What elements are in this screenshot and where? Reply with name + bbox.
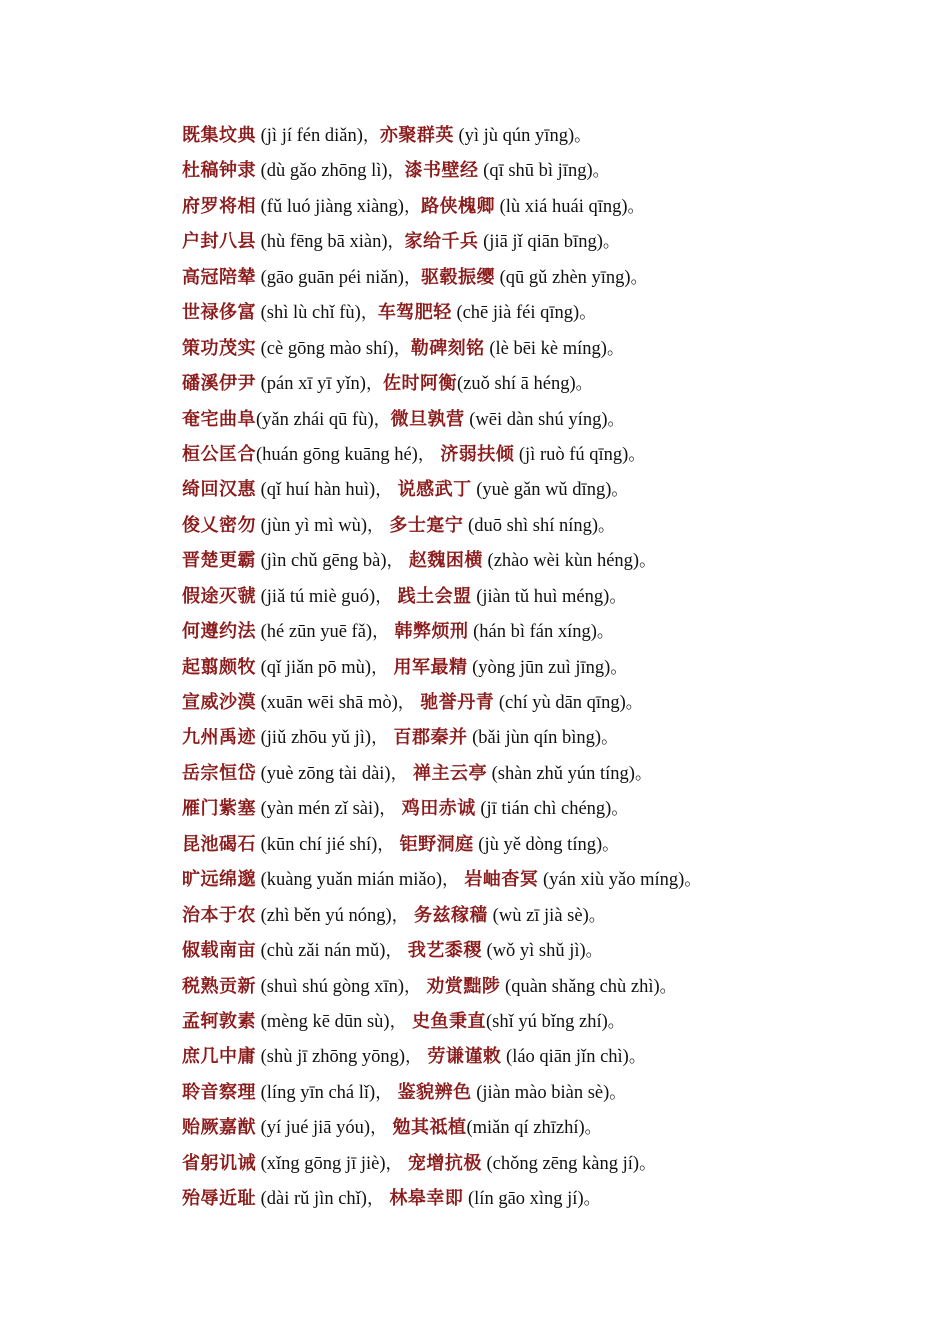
pinyin-b: (lè bēi kè míng) — [484, 338, 607, 359]
pinyin-b: (láo qiān jǐn chì) — [501, 1047, 629, 1068]
verse-line — [182, 331, 902, 366]
comma-separator: ， — [379, 799, 402, 820]
verse-line — [182, 1075, 902, 1110]
period-mark: 。 — [598, 515, 616, 536]
pinyin-a: (shuì shú gòng xīn) — [256, 976, 404, 997]
verse-line — [182, 685, 902, 720]
verse-phrase-a: 绮回汉惠 — [182, 479, 256, 501]
verse-phrase-b: 车驾肥轻 — [377, 302, 452, 324]
verse-line — [182, 472, 902, 507]
verse-line — [182, 260, 902, 295]
pinyin-b: (yuè gǎn wǔ dīng) — [471, 480, 612, 501]
comma-separator: ， — [373, 409, 391, 430]
comma-separator: ， — [389, 1011, 412, 1032]
verse-line — [182, 508, 902, 543]
verse-phrase-a: 税熟贡新 — [182, 975, 256, 997]
verse-phrase-a: 贻厥嘉猷 — [182, 1117, 256, 1139]
verse-phrase-a: 雁门紫塞 — [182, 798, 256, 820]
verse-line — [182, 898, 902, 933]
verse-phrase-a: 既集坟典 — [182, 125, 256, 146]
period-mark: 。 — [684, 870, 702, 891]
verse-phrase-a: 殆辱近耻 — [182, 1188, 256, 1210]
period-mark: 。 — [596, 622, 614, 643]
comma-separator: ， — [405, 1047, 428, 1068]
verse-phrase-a: 奄宅曲阜 — [182, 408, 256, 430]
verse-phrase-b: 说感武丁 — [397, 479, 472, 501]
verse-phrase-b: 禅主云亭 — [413, 762, 487, 784]
verse-phrase-a: 何遵约法 — [182, 621, 256, 643]
comma-separator: ， — [371, 657, 394, 678]
comma-separator: ， — [403, 196, 421, 217]
comma-separator: ， — [385, 941, 408, 962]
pinyin-b: (wǒ yì shǔ jì) — [481, 941, 586, 962]
period-mark: 。 — [659, 976, 677, 997]
pinyin-a: (hù fēng bā xiàn) — [256, 232, 388, 253]
pinyin-a: (xǐng gōng jī jiè) — [256, 1153, 386, 1174]
verse-line — [182, 295, 902, 330]
verse-line — [182, 862, 902, 897]
verse-phrase-a: 昆池碣石 — [182, 833, 256, 855]
verse-line — [182, 1110, 902, 1145]
pinyin-b: (zuǒ shí ā héng) — [456, 374, 576, 395]
verse-line — [182, 579, 902, 614]
verse-phrase-b: 践土会盟 — [397, 585, 472, 607]
verse-phrase-b: 用军最精 — [393, 656, 468, 678]
verse-line — [182, 1146, 902, 1181]
comma-separator: ， — [362, 126, 380, 146]
verse-phrase-b: 路侠槐卿 — [420, 195, 495, 217]
verse-phrase-b: 宠增抗极 — [407, 1152, 482, 1174]
period-mark: 。 — [588, 905, 606, 926]
verse-line — [182, 1181, 902, 1216]
comma-separator: ， — [371, 728, 394, 749]
comma-separator: ， — [417, 444, 441, 465]
verse-line — [182, 827, 902, 862]
verse-phrase-b: 林皋幸即 — [389, 1188, 464, 1210]
verse-phrase-a: 聆音察理 — [182, 1081, 256, 1103]
comma-separator: ， — [370, 1118, 393, 1139]
verse-phrase-b: 百郡秦并 — [393, 727, 468, 749]
period-mark: 。 — [602, 834, 620, 855]
pinyin-b: (shàn zhǔ yún tíng) — [487, 763, 635, 784]
period-mark: 。 — [583, 1189, 601, 1210]
pinyin-a: (jiǎ tú miè guó) — [256, 586, 376, 607]
comma-separator: ， — [404, 976, 427, 997]
verse-phrase-b: 史鱼秉直 — [412, 1010, 486, 1032]
period-mark: 。 — [627, 196, 645, 217]
verse-phrase-a: 策功茂实 — [182, 337, 256, 359]
period-mark: 。 — [592, 161, 610, 182]
verse-phrase-a: 假途灭虢 — [182, 585, 256, 607]
period-mark: 。 — [609, 1082, 627, 1103]
pinyin-b: (chí yù dān qīng) — [494, 693, 626, 713]
pinyin-b: (miǎn qí zhīzhí) — [466, 1118, 585, 1139]
period-mark: 。 — [610, 657, 628, 678]
verse-line — [182, 1004, 902, 1039]
pinyin-b: (chē jià féi qīng) — [451, 303, 580, 324]
verse-phrase-b: 佐时阿衡 — [382, 373, 457, 395]
verse-phrase-b: 勒碑刻铭 — [410, 337, 485, 359]
pinyin-b: (jù yě dòng tíng) — [473, 834, 603, 855]
verse-phrase-b: 家给千兵 — [404, 231, 479, 253]
verse-phrase-b: 我艺黍稷 — [407, 940, 482, 962]
pinyin-b: (hán bì fán xíng) — [468, 622, 597, 643]
pinyin-b: (shǐ yú bǐng zhí) — [486, 1011, 608, 1032]
verse-line — [182, 614, 902, 649]
period-mark: 。 — [574, 126, 592, 146]
pinyin-b: (yì jù qún yīng) — [453, 126, 575, 146]
pinyin-a: (yí jué jiā yóu) — [256, 1118, 371, 1139]
verse-phrase-b: 亦聚群英 — [379, 125, 454, 146]
pinyin-a: (qǐ jiǎn pō mù) — [256, 657, 372, 678]
comma-separator: ， — [360, 303, 378, 324]
pinyin-b: (yòng jūn zuì jīng) — [467, 657, 611, 678]
pinyin-a: (fǔ luó jiàng xiàng) — [256, 196, 404, 217]
pinyin-a: (gāo guān péi niǎn) — [256, 267, 404, 288]
period-mark: 。 — [611, 480, 629, 501]
pinyin-b: (bǎi jùn qín bìng) — [467, 728, 602, 749]
verse-phrase-b: 务兹稼穑 — [414, 904, 489, 926]
comma-separator: ， — [387, 161, 405, 182]
pinyin-a: (jùn yì mì wù) — [256, 515, 367, 536]
period-mark: 。 — [602, 232, 620, 253]
verse-phrase-a: 庶几中庸 — [182, 1046, 256, 1068]
pinyin-b: (qū gǔ zhèn yīng) — [494, 267, 631, 288]
verse-phrase-a: 户封八县 — [182, 231, 256, 253]
comma-separator: ， — [367, 515, 390, 536]
comma-separator: ， — [375, 586, 398, 607]
pinyin-a: (qǐ huí hàn huì) — [256, 480, 376, 501]
document-page — [182, 118, 902, 1217]
pinyin-b: (jiàn mào biàn sè) — [471, 1082, 610, 1103]
comma-separator: ， — [393, 338, 411, 359]
verse-phrase-b: 多士寔宁 — [389, 514, 464, 536]
period-mark: 。 — [606, 338, 624, 359]
verse-phrase-b: 鸡田赤诚 — [401, 798, 476, 820]
verse-line — [182, 437, 902, 472]
period-mark: 。 — [609, 586, 627, 607]
verse-phrase-a: 杜稿钟隶 — [182, 160, 256, 182]
pinyin-a: (dài rǔ jìn chǐ) — [256, 1189, 367, 1210]
period-mark: 。 — [630, 267, 648, 288]
pinyin-b: (jiā jǐ qiān bīng) — [478, 232, 603, 253]
period-mark: 。 — [628, 1047, 646, 1068]
verse-phrase-a: 岳宗恒岱 — [182, 762, 256, 784]
verse-phrase-a: 俊乂密勿 — [182, 514, 256, 536]
verse-line — [182, 543, 902, 578]
verse-phrase-b: 韩弊烦刑 — [394, 621, 469, 643]
pinyin-a: (zhì běn yú nóng) — [256, 905, 392, 926]
comma-separator: ， — [391, 905, 415, 926]
comma-separator: ， — [397, 693, 421, 713]
comma-separator: ， — [377, 834, 400, 855]
pinyin-a: (pán xī yī yǐn) — [256, 374, 366, 395]
pinyin-a: (shì lù chǐ fù) — [256, 303, 361, 324]
verse-phrase-a: 桓公匡合 — [182, 443, 256, 465]
pinyin-a: (hé zūn yuē fǎ) — [256, 622, 373, 643]
comma-separator: ， — [441, 870, 465, 891]
pinyin-b: (chǒng zēng kàng jí) — [481, 1153, 640, 1174]
verse-phrase-b: 勉其祗植 — [392, 1117, 467, 1139]
verse-phrase-b: 赵魏困横 — [408, 550, 483, 572]
verse-phrase-a: 俶载南亩 — [182, 940, 256, 962]
verse-phrase-a: 高冠陪辇 — [182, 266, 256, 288]
verse-line — [182, 189, 902, 224]
verse-phrase-a: 九州禹迹 — [182, 727, 256, 749]
verse-phrase-b: 驱毂振缨 — [420, 266, 495, 288]
pinyin-b: (qī shū bì jīng) — [478, 161, 593, 182]
pinyin-b: (jī tián chì chéng) — [475, 799, 612, 820]
pinyin-b: (lín gāo xìng jí) — [463, 1189, 584, 1210]
period-mark: 。 — [575, 374, 593, 395]
verse-line — [182, 756, 902, 791]
pinyin-a: (jìn chǔ gēng bà) — [256, 551, 387, 572]
verse-line — [182, 720, 902, 755]
pinyin-a: (dù gǎo zhōng lì) — [256, 161, 388, 182]
verse-line — [182, 1039, 902, 1074]
pinyin-a: (jiǔ zhōu yǔ jì) — [256, 728, 372, 749]
period-mark: 。 — [628, 444, 646, 465]
pinyin-a: (kūn chí jié shí) — [256, 834, 378, 855]
verse-phrase-b: 钜野洞庭 — [399, 833, 474, 855]
comma-separator: ， — [365, 374, 383, 395]
verse-phrase-a: 省躬讥诫 — [182, 1152, 256, 1174]
pinyin-b: (jì ruò fú qīng) — [514, 444, 629, 465]
verse-phrase-a: 世禄侈富 — [182, 302, 256, 324]
pinyin-b: (lù xiá huái qīng) — [494, 196, 628, 217]
period-mark: 。 — [625, 693, 643, 713]
verse-list — [182, 118, 902, 1217]
verse-phrase-b: 漆书壁经 — [404, 160, 479, 182]
verse-line — [182, 402, 902, 437]
verse-phrase-a: 起翦颇牧 — [182, 656, 256, 678]
pinyin-b: (wù zī jià sè) — [488, 905, 589, 926]
verse-phrase-a: 磻溪伊尹 — [182, 373, 256, 395]
period-mark: 。 — [607, 409, 625, 430]
pinyin-b: (jiàn tǔ huì méng) — [471, 586, 610, 607]
pinyin-a: (shù jī zhōng yōng) — [256, 1047, 406, 1068]
comma-separator: ， — [390, 763, 413, 784]
period-mark: 。 — [579, 303, 597, 324]
verse-phrase-b: 鉴貌辨色 — [397, 1081, 472, 1103]
comma-separator: ， — [386, 551, 409, 572]
pinyin-a: (chù zǎi nán mǔ) — [256, 941, 386, 962]
pinyin-a: (cè gōng mào shí) — [256, 338, 394, 359]
pinyin-a: (yǎn zhái qū fù) — [256, 409, 374, 430]
verse-line — [182, 791, 902, 826]
verse-phrase-a: 旷远绵邈 — [182, 869, 256, 891]
pinyin-a: (mèng kē dūn sù) — [256, 1011, 390, 1032]
period-mark: 。 — [639, 1153, 657, 1174]
verse-phrase-a: 治本于农 — [182, 904, 256, 926]
verse-phrase-b: 岩岫杳冥 — [464, 869, 539, 891]
verse-line — [182, 118, 902, 153]
verse-line — [182, 650, 902, 685]
pinyin-a: (jì jí fén diǎn) — [256, 126, 363, 146]
comma-separator: ， — [366, 1189, 390, 1210]
verse-phrase-b: 济弱扶倾 — [440, 443, 515, 465]
verse-line — [182, 366, 902, 401]
comma-separator: ， — [387, 232, 405, 253]
period-mark: 。 — [634, 763, 652, 784]
period-mark: 。 — [607, 1011, 625, 1032]
period-mark: 。 — [584, 1118, 602, 1139]
pinyin-a: (yàn mén zǐ sài) — [256, 799, 380, 820]
period-mark: 。 — [585, 941, 603, 962]
comma-separator: ， — [375, 480, 398, 501]
verse-phrase-b: 驰誉丹青 — [420, 692, 495, 713]
verse-phrase-b: 劳谦谨敕 — [427, 1046, 502, 1068]
verse-line — [182, 153, 902, 188]
period-mark: 。 — [639, 551, 657, 572]
comma-separator: ， — [372, 622, 395, 643]
verse-phrase-a: 府罗将相 — [182, 195, 256, 217]
verse-phrase-a: 宣威沙漠 — [182, 692, 256, 713]
verse-line — [182, 969, 902, 1004]
comma-separator: ， — [385, 1153, 408, 1174]
period-mark: 。 — [611, 799, 629, 820]
pinyin-a: (yuè zōng tài dài) — [256, 763, 391, 784]
pinyin-b: (duō shì shí níng) — [463, 515, 599, 536]
period-mark: 。 — [601, 728, 619, 749]
comma-separator: ， — [403, 267, 421, 288]
pinyin-a: (xuān wēi shā mò) — [256, 693, 398, 713]
verse-phrase-a: 晋楚更霸 — [182, 550, 256, 572]
verse-line — [182, 224, 902, 259]
pinyin-b: (quàn shǎng chù zhì) — [500, 976, 660, 997]
pinyin-a: (líng yīn chá lǐ) — [256, 1082, 376, 1103]
verse-phrase-a: 孟轲敦素 — [182, 1010, 256, 1032]
pinyin-b: (yán xiù yǎo míng) — [538, 870, 685, 891]
comma-separator: ， — [375, 1082, 398, 1103]
pinyin-a: (kuàng yuǎn mián miǎo) — [256, 870, 442, 891]
pinyin-a: (huán gōng kuāng hé) — [256, 444, 418, 465]
pinyin-b: (zhào wèi kùn héng) — [482, 551, 640, 572]
verse-phrase-b: 微旦孰营 — [390, 408, 465, 430]
pinyin-b: (wēi dàn shú yíng) — [464, 409, 608, 430]
verse-phrase-b: 劝赏黜陟 — [426, 975, 501, 997]
verse-line — [182, 933, 902, 968]
